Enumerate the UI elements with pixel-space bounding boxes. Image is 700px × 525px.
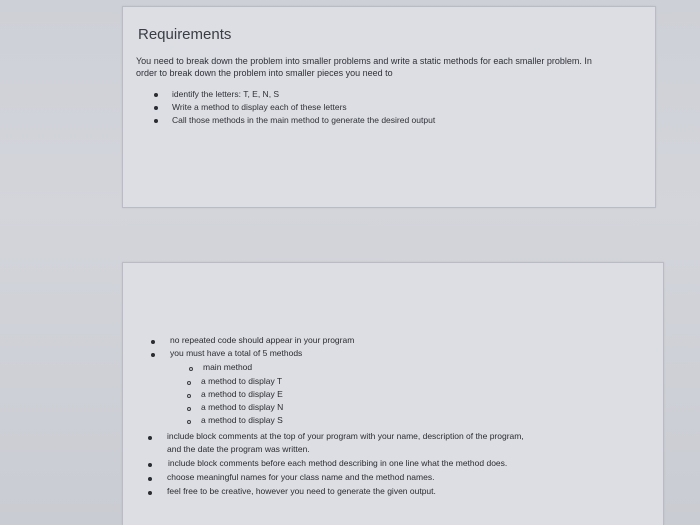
method-item: a method to display N — [201, 402, 284, 412]
method-item: a method to display S — [201, 415, 283, 425]
bullet-icon — [154, 119, 158, 123]
rule-block-comments-method: include block comments before each method describing in one line what the method does. — [168, 458, 508, 468]
rule-creative: feel free to be creative, however you need to generate the given output. — [167, 486, 436, 496]
circle-bullet-icon — [187, 394, 191, 398]
bullet-icon — [154, 93, 158, 97]
method-item: main method — [203, 362, 253, 372]
bullet-icon — [151, 353, 155, 357]
bullet-icon — [148, 463, 152, 467]
circle-bullet-icon — [187, 407, 191, 411]
bullet-icon — [148, 436, 152, 440]
page-title: Requirements — [138, 26, 232, 43]
method-item: a method to display E — [201, 389, 283, 399]
rule-total-methods: you must have a total of 5 methods — [170, 348, 303, 358]
rule-block-comments-top-cont: and the date the program was written. — [167, 444, 310, 454]
bullet-icon — [148, 477, 152, 481]
rule-no-repeat: no repeated code should appear in your program — [170, 335, 355, 345]
circle-bullet-icon — [187, 381, 191, 385]
bullet-icon — [148, 491, 152, 495]
bullet-icon — [154, 106, 158, 110]
circle-bullet-icon — [187, 420, 191, 424]
circle-bullet-icon — [189, 367, 193, 371]
rule-names: choose meaningful names for your class name and the method names. — [167, 472, 435, 482]
method-item: a method to display T — [201, 376, 283, 386]
bullet-icon — [151, 340, 155, 344]
rule-block-comments-top: include block comments at the top of your program with your name, description of the program, — [167, 431, 524, 441]
intro-paragraph: You need to break down the problem into smaller problems and write a static methods for each smaller problem. In order to break down the problem into smaller pieces you need to — [136, 56, 592, 78]
